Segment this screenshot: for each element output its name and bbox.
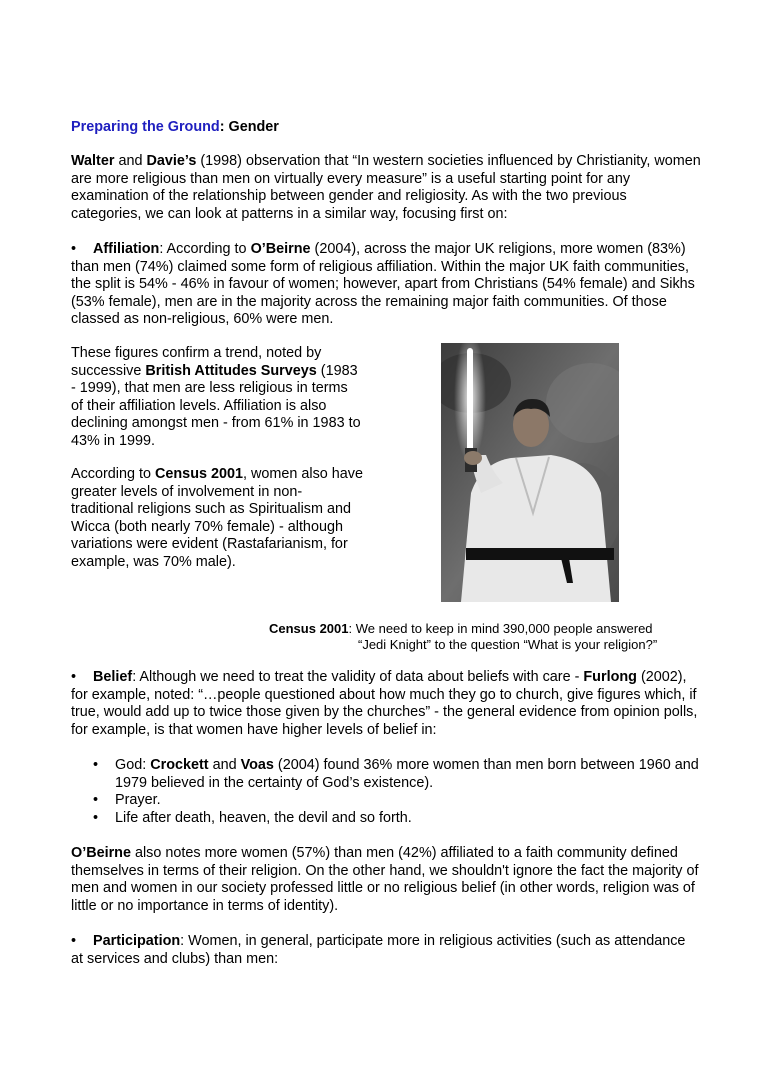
intro-paragraph: [71, 153, 701, 223]
census-paragraph: [71, 466, 363, 572]
british-attitudes-surveys: British Attitudes Surveys: [145, 362, 317, 379]
afterlife-text: Life after death, heaven, the devil and so forth.: [115, 809, 412, 826]
participation-paragraph: [71, 933, 701, 968]
author-obeirne-2: O’Beirne: [71, 845, 131, 861]
prayer-text: Prayer.: [115, 792, 161, 809]
belief-list: [93, 757, 703, 827]
god-label: God:: [115, 757, 151, 773]
census-text-2: , women also have greater levels of involvement in non-traditional religions such as Spiritualism and Wicca (both nearly 70% female) - although variations were evident (Rastafarianism, for example, was 70% male).: [71, 466, 363, 570]
god-text-and: and: [208, 757, 241, 773]
bullet-icon: •: [71, 241, 77, 257]
trend-text-2: (1983 - 1999), that men are less religious in terms of their affiliation levels. Affiliation is also declining amongst men - from 61% in 1983 to 43% in 1999.: [71, 362, 361, 449]
author-voas: Voas: [240, 757, 274, 773]
participation-text: : Women, in general, participate more in religious activities (such as attendance at services and clubs) than men:: [71, 933, 686, 967]
photo-illustration: [441, 343, 619, 602]
affiliation-label: Affiliation: [93, 241, 160, 257]
author-walter: Walter: [71, 153, 115, 169]
caption-census-2001: Census 2001: [269, 621, 349, 636]
bullet-icon: •: [71, 933, 77, 949]
belief-text-1: : Although we need to treat the validity of data about beliefs with care -: [132, 669, 584, 685]
list-item: [93, 810, 703, 828]
belief-label: Belief: [93, 669, 133, 685]
photo-caption: [269, 621, 699, 653]
affiliation-text-1: : According to: [159, 241, 251, 257]
census-2001: Census 2001: [155, 466, 243, 482]
bullet-icon: •: [93, 792, 99, 809]
affiliation-paragraph: [71, 241, 701, 329]
bullet-icon: •: [93, 757, 99, 773]
author-furlong: Furlong: [583, 669, 637, 685]
trend-paragraph: [71, 345, 363, 451]
author-davie: Davie’s: [146, 153, 197, 169]
participation-label: Participation: [93, 933, 181, 949]
author-crockett: Crockett: [150, 757, 209, 773]
census-text-1: According to: [71, 466, 155, 482]
bullet-icon: •: [71, 669, 77, 685]
list-item: [93, 757, 703, 792]
intro-text-1: and: [114, 153, 147, 169]
caption-line-2: “Jedi Knight” to the question “What is your religion?”: [358, 637, 658, 652]
title-rest: : Gender: [219, 119, 279, 135]
title-blue-part: Preparing the Ground: [71, 119, 220, 135]
obeirne-paragraph: [71, 845, 701, 915]
list-item: [93, 792, 703, 810]
author-obeirne: O’Beirne: [250, 241, 311, 257]
trend-text-1: These figures confirm a trend, noted by successive: [71, 345, 322, 379]
section-title: [71, 119, 701, 137]
jedi-knight-photo: [441, 343, 619, 602]
obeirne-text: also notes more women (57%) than men (42%) affiliated to a faith community defined themselves in terms of their religion. On the other hand, we shouldn't ignore the fact the majority of men and women in our society professed little or no religious belief (in other words, religion was of little or no importance in terms of identity).: [71, 845, 699, 914]
caption-line-1: : We need to keep in mind 390,000 people answered: [348, 621, 653, 636]
belief-paragraph: [71, 669, 701, 739]
god-text: (2004) found 36% more women than men born between 1960 and 1979 believed in the certainty of God’s existence).: [115, 757, 699, 791]
bullet-icon: •: [93, 809, 99, 826]
intro-text-2: (1998) observation that “In western societies influenced by Christianity, women are more religious than men on virtually every measure” is a useful starting point for any examination of the relationship between gender and religiosity. As with the two previous categories, we can look at patterns in a similar way, focusing first on:: [71, 153, 701, 222]
affiliation-text-2: (2004), across the major UK religions, more women (83%) than men (74%) claimed some form of religious affiliation. Within the major UK faith communities, the split is 54% - 46% in favour of women; however, apart from Christians (54% female) and Sikhs (53% female), men are in the majority across the remaining major faith communities. Of those classed as non-religious, 60% were men.: [71, 241, 695, 328]
belief-text-2: (2002), for example, noted: “…people questioned about how much they go to church, give figures which, if true, would add up to twice those given by the churches” - the general evidence from opinion polls, for example, is that women have higher levels of belief in:: [71, 669, 698, 738]
